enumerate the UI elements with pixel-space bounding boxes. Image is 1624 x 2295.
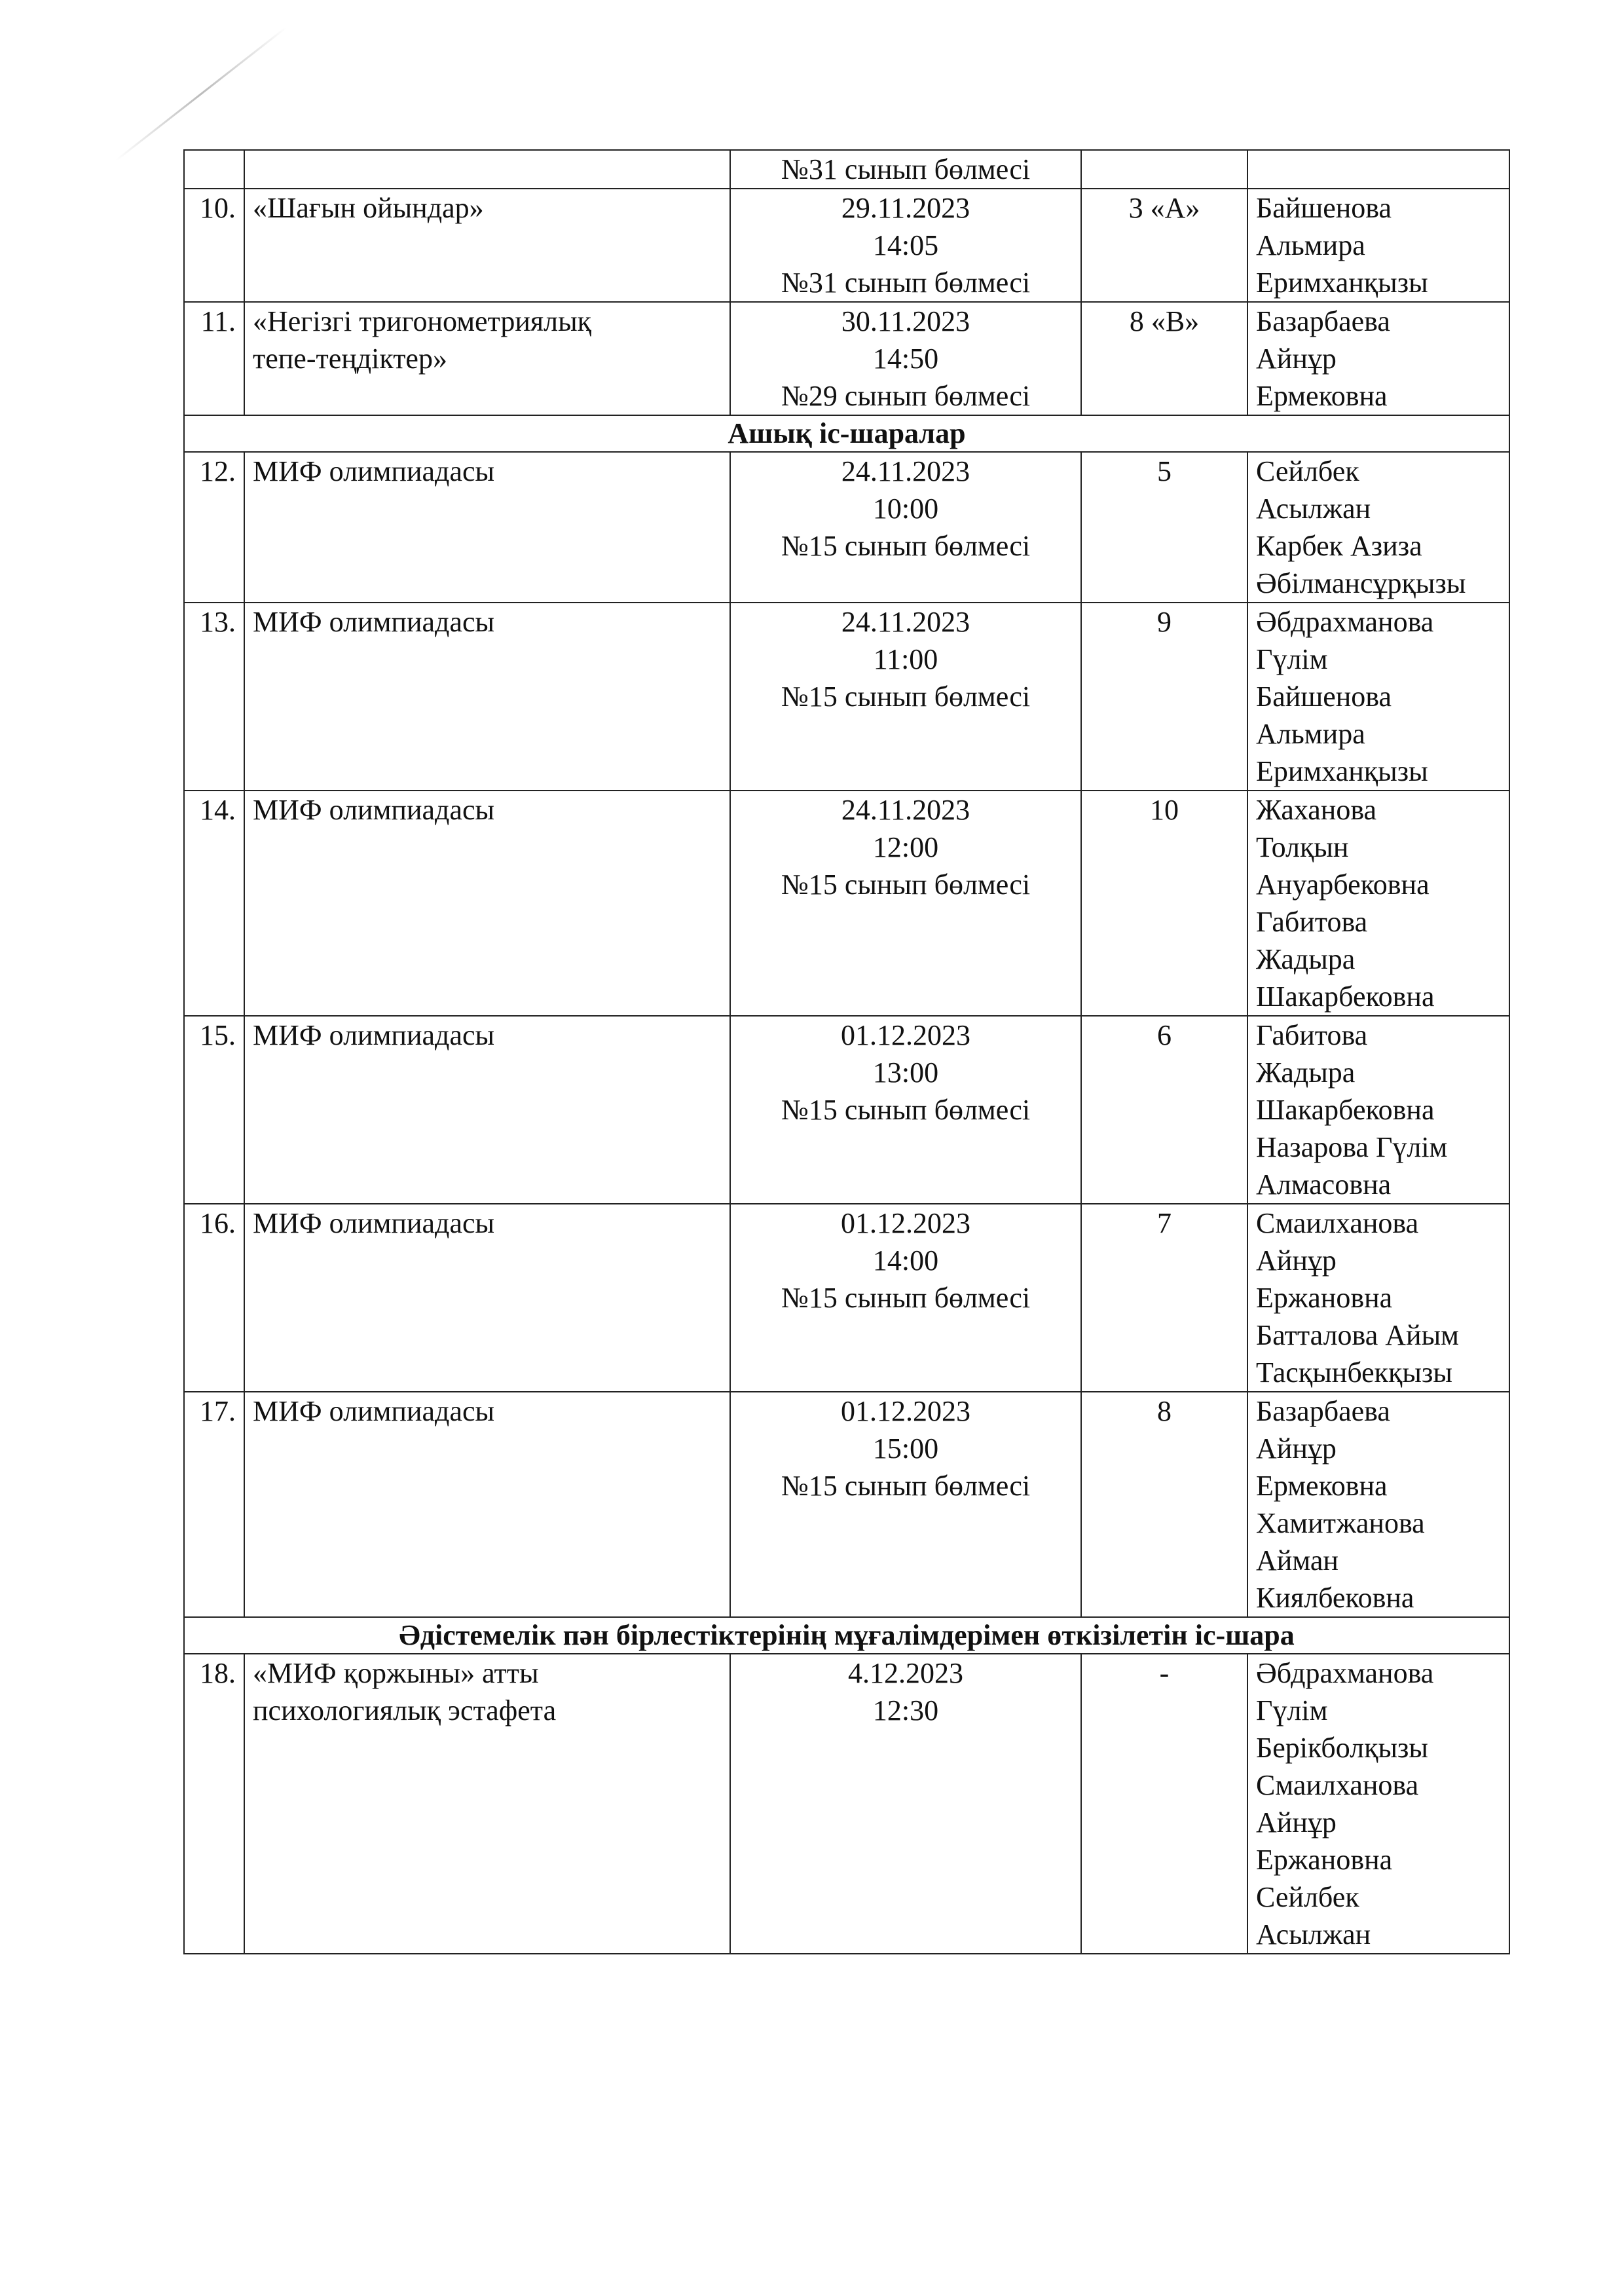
event-title [244, 150, 730, 189]
row-number: 14. [184, 791, 244, 1016]
text-line: Хамитжанова [1256, 1507, 1425, 1539]
text-line: Батталова Айым [1256, 1319, 1459, 1351]
events-table [183, 149, 1510, 1954]
text-line: 24.11.2023 [841, 794, 970, 826]
text-line: 01.12.2023 [841, 1019, 970, 1051]
text-line: Жадыра [1256, 943, 1356, 975]
section-row-method-events [184, 1617, 1509, 1654]
event-date-place [730, 1392, 1081, 1617]
text-line: Әбдрахманова [1256, 606, 1434, 638]
text-line: 29.11.2023 [841, 192, 970, 224]
table-row [184, 189, 1509, 302]
event-date-place [730, 1204, 1081, 1392]
table-row-continued [184, 150, 1509, 189]
text-line: Алмасовна [1256, 1168, 1392, 1201]
events-table-body [184, 150, 1509, 1954]
section-heading: Әдістемелік пән бірлестіктерінің мұғалімдерімен өткізілетін іс-шара [184, 1617, 1509, 1654]
text-line: Базарбаева [1256, 305, 1390, 337]
event-date-place [730, 791, 1081, 1016]
text-line: Әбілмансұрқызы [1256, 567, 1466, 599]
text-line: Шакарбековна [1256, 1094, 1435, 1126]
text-line: Еримханқызы [1256, 755, 1428, 787]
text-line: 12:30 [872, 1694, 939, 1726]
text-line: Карбек Азиза [1256, 530, 1422, 562]
table-row [184, 603, 1509, 791]
row-number [184, 150, 244, 189]
text-line: Толқын [1256, 831, 1349, 863]
text-line: Айнұр [1256, 1244, 1337, 1277]
row-number: 13. [184, 603, 244, 791]
event-date-place [730, 1016, 1081, 1204]
text-line: Киялбековна [1256, 1582, 1414, 1614]
text-line: «Шағын ойындар» [253, 192, 484, 224]
grade-cell: 8 «В» [1081, 302, 1247, 415]
text-line: Әбдрахманова [1256, 1657, 1434, 1689]
event-title [244, 1204, 730, 1392]
text-line: 12:00 [872, 831, 939, 863]
text-line: МИФ олимпиадасы [253, 794, 495, 826]
table-row [184, 791, 1509, 1016]
text-line: 01.12.2023 [841, 1395, 970, 1427]
row-number: 11. [184, 302, 244, 415]
event-title [244, 1392, 730, 1617]
text-line: тепе-теңдіктер» [253, 343, 447, 375]
table-row [184, 302, 1509, 415]
text-line: 10:00 [872, 493, 939, 525]
text-line: Сейлбек [1256, 455, 1359, 487]
text-line: 30.11.2023 [841, 305, 970, 337]
text-line: Айнұр [1256, 1432, 1337, 1465]
table-row [184, 1392, 1509, 1617]
text-line: Назарова Гүлім [1256, 1131, 1448, 1163]
text-line: 14:00 [872, 1244, 939, 1277]
text-line: Жадыра [1256, 1056, 1356, 1089]
text-line: Айнұр [1256, 343, 1337, 375]
text-line: Альмира [1256, 229, 1365, 261]
text-line: 13:00 [872, 1056, 939, 1089]
text-line: 11:00 [873, 643, 938, 675]
text-line: 14:05 [872, 229, 939, 261]
text-line: №15 сынып бөлмесі [781, 1470, 1031, 1502]
text-line: Жаханова [1256, 794, 1377, 826]
text-line: Сейлбек [1256, 1881, 1359, 1913]
text-line: МИФ олимпиадасы [253, 1395, 495, 1427]
grade-cell: - [1081, 1654, 1247, 1954]
text-line: 15:00 [872, 1432, 939, 1465]
event-date-place [730, 603, 1081, 791]
event-date-place [730, 452, 1081, 603]
grade-cell: 9 [1081, 603, 1247, 791]
row-number: 17. [184, 1392, 244, 1617]
section-row-open-events [184, 415, 1509, 452]
responsible-cell [1247, 791, 1509, 1016]
grade-cell: 7 [1081, 1204, 1247, 1392]
grade-cell [1081, 150, 1247, 189]
text-line: Асылжан [1256, 1918, 1371, 1950]
text-line: МИФ олимпиадасы [253, 455, 495, 487]
text-line: 14:50 [872, 343, 939, 375]
text-line: Ануарбековна [1256, 868, 1430, 901]
text-line: Габитова [1256, 1019, 1368, 1051]
responsible-cell [1247, 603, 1509, 791]
text-line: №15 сынып бөлмесі [781, 868, 1031, 901]
table-row [184, 452, 1509, 603]
event-title [244, 603, 730, 791]
table-row [184, 1016, 1509, 1204]
text-line: Айман [1256, 1544, 1338, 1577]
row-number: 18. [184, 1654, 244, 1954]
responsible-cell [1247, 189, 1509, 302]
text-line: Тасқынбекқызы [1256, 1356, 1452, 1389]
text-line: 24.11.2023 [841, 606, 970, 638]
text-line: Смаилханова [1256, 1769, 1419, 1801]
text-line: №29 сынып бөлмесі [781, 380, 1031, 412]
event-date-place [730, 1654, 1081, 1954]
table-row [184, 1654, 1509, 1954]
text-line: МИФ олимпиадасы [253, 606, 495, 638]
text-line: 24.11.2023 [841, 455, 970, 487]
event-title [244, 1016, 730, 1204]
text-line: Еримханқызы [1256, 267, 1428, 299]
text-line: Ержановна [1256, 1282, 1393, 1314]
responsible-cell [1247, 1654, 1509, 1954]
responsible-cell [1247, 302, 1509, 415]
text-line: МИФ олимпиадасы [253, 1207, 495, 1239]
text-line: «МИФ қоржыны» атты [253, 1657, 539, 1689]
text-line: №15 сынып бөлмесі [781, 1094, 1031, 1126]
event-title [244, 1654, 730, 1954]
text-line: Байшенова [1256, 681, 1392, 713]
room-line: №31 сынып бөлмесі [781, 153, 1031, 185]
text-line: Асылжан [1256, 493, 1371, 525]
text-line: Берікболқызы [1256, 1732, 1428, 1764]
text-line: 01.12.2023 [841, 1207, 970, 1239]
text-line: Габитова [1256, 906, 1368, 938]
grade-cell: 8 [1081, 1392, 1247, 1617]
row-number: 16. [184, 1204, 244, 1392]
responsible-cell [1247, 150, 1509, 189]
row-number: 12. [184, 452, 244, 603]
text-line: МИФ олимпиадасы [253, 1019, 495, 1051]
event-title [244, 452, 730, 603]
text-line: Базарбаева [1256, 1395, 1390, 1427]
text-line: Ержановна [1256, 1844, 1393, 1876]
event-date-place [730, 302, 1081, 415]
grade-cell: 10 [1081, 791, 1247, 1016]
event-date-place [730, 150, 1081, 189]
text-line: Айнұр [1256, 1806, 1337, 1838]
text-line: №15 сынып бөлмесі [781, 1282, 1031, 1314]
text-line: №31 сынып бөлмесі [781, 267, 1031, 299]
responsible-cell [1247, 1392, 1509, 1617]
responsible-cell [1247, 452, 1509, 603]
scan-artifact-line [115, 27, 287, 162]
text-line: Шакарбековна [1256, 980, 1435, 1013]
text-line: Байшенова [1256, 192, 1392, 224]
row-number: 15. [184, 1016, 244, 1204]
text-line: Гүлім [1256, 1694, 1328, 1726]
text-line: Ермековна [1256, 380, 1388, 412]
text-line: Альмира [1256, 718, 1365, 750]
event-date-place [730, 189, 1081, 302]
text-line: психологиялық эстафета [253, 1694, 557, 1726]
event-title [244, 189, 730, 302]
table-row [184, 1204, 1509, 1392]
grade-cell: 6 [1081, 1016, 1247, 1204]
text-line: Смаилханова [1256, 1207, 1419, 1239]
text-line: №15 сынып бөлмесі [781, 681, 1031, 713]
responsible-cell [1247, 1016, 1509, 1204]
event-title [244, 791, 730, 1016]
grade-cell: 5 [1081, 452, 1247, 603]
text-line: «Негізгі тригонометриялық [253, 305, 592, 337]
text-line: Гүлім [1256, 643, 1328, 675]
grade-cell: 3 «А» [1081, 189, 1247, 302]
event-title [244, 302, 730, 415]
section-heading: Ашық іс-шаралар [184, 415, 1509, 452]
text-line: №15 сынып бөлмесі [781, 530, 1031, 562]
text-line: Ермековна [1256, 1470, 1388, 1502]
responsible-cell [1247, 1204, 1509, 1392]
row-number: 10. [184, 189, 244, 302]
text-line: 4.12.2023 [848, 1657, 963, 1689]
